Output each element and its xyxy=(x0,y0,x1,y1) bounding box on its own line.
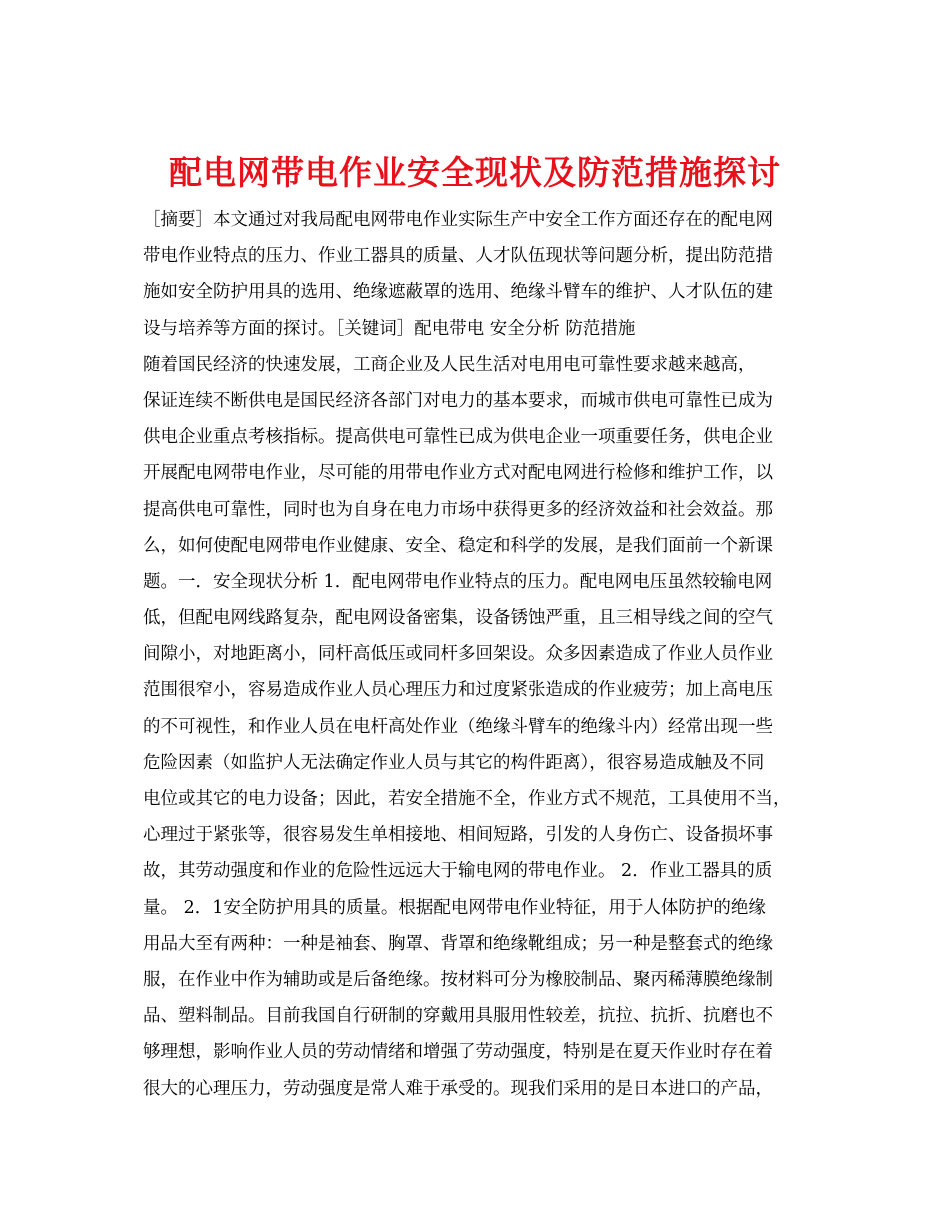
body-text-line: 服，在作业中作为辅助或是后备绝缘。按材料可分为橡胶制品、聚丙稀薄膜绝缘制 xyxy=(143,969,773,990)
body-text-line: 量。 2．1安全防护用具的质量。根据配电网带电作业特征，用于人体防护的绝缘 xyxy=(143,897,766,918)
body-text-line: 提高供电可靠性，同时也为自身在电力市场中获得更多的经济效益和社会效益。那 xyxy=(143,499,773,520)
body-text-line: 心理过于紧张等，很容易发生单相接地、相间短路，引发的人身伤亡、设备损坏事 xyxy=(143,825,773,846)
body-text-line: 够理想，影响作业人员的劳动情绪和增强了劳动强度，特别是在夏天作业时存在着 xyxy=(143,1042,773,1063)
body-text-line: 危险因素（如监护人无法确定作业人员与其它的构件距离），很容易造成触及不同 xyxy=(143,752,765,773)
body-text-line: 供电企业重点考核指标。提高供电可靠性已成为供电企业一项重要任务，供电企业 xyxy=(143,427,773,448)
body-text-line: 设与培养等方面的探讨。［关键词］配电带电 安全分析 防范措施 xyxy=(143,318,636,339)
document-title: 配电网带电作业安全现状及防范措施探讨 xyxy=(169,153,781,193)
body-text-line: 随着国民经济的快速发展，工商企业及人民生活对电用电可靠性要求越来越高， xyxy=(143,354,756,375)
body-text-line: 低，但配电网线路复杂，配电网设备密集，设备锈蚀严重，且三相导线之间的空气 xyxy=(143,608,773,629)
body-text-line: 故，其劳动强度和作业的危险性远远大于输电网的带电作业。 2．作业工器具的质 xyxy=(143,861,773,882)
body-text-line: 的不可视性，和作业人员在电杆高处作业（绝缘斗臂车的绝缘斗内）经常出现一些 xyxy=(143,716,773,737)
body-text-line: 么，如何使配电网带电作业健康、安全、稳定和科学的发展，是我们面前一个新课 xyxy=(143,535,773,556)
body-text-line: 间隙小，对地距离小，同杆高低压或同杆多回架设。众多因素造成了作业人员作业 xyxy=(143,644,773,665)
body-text-line: 用品大至有两种：一种是袖套、胸罩、背罩和绝缘靴组成；另一种是整套式的绝缘 xyxy=(143,933,773,954)
body-text-line: 开展配电网带电作业，尽可能的用带电作业方式对配电网进行检修和维护工作，以 xyxy=(143,463,773,484)
body-text-line: 带电作业特点的压力、作业工器具的质量、人才队伍现状等问题分析，提出防范措 xyxy=(143,246,773,267)
body-text-line: 施如安全防护用具的选用、绝缘遮蔽罩的选用、绝缘斗臂车的维护、人才队伍的建 xyxy=(143,282,773,303)
document-body xyxy=(143,202,823,1107)
body-text-line: 保证连续不断供电是国民经济各部门对电力的基本要求，而城市供电可靠性已成为 xyxy=(143,390,773,411)
body-text-line: ［摘要］本文通过对我局配电网带电作业实际生产中安全工作方面还存在的配电网 xyxy=(143,210,773,230)
body-text-line: 题。一．安全现状分析 1．配电网带电作业特点的压力。配电网电压虽然较输电网 xyxy=(143,571,773,592)
body-text-line: 电位或其它的电力设备；因此，若安全措施不全，作业方式不规范，工具使用不当， xyxy=(143,789,791,809)
body-text-line: 品、塑料制品。目前我国自行研制的穿戴用具服用性较差，抗拉、抗折、抗磨也不 xyxy=(143,1006,773,1027)
body-text-line: 范围很窄小，容易造成作业人员心理压力和过度紧张造成的作业疲劳；加上高电压 xyxy=(143,680,773,701)
body-text-line: 很大的心理压力，劳动强度是常人难于承受的。现我们采用的是日本进口的产品， xyxy=(143,1078,773,1099)
